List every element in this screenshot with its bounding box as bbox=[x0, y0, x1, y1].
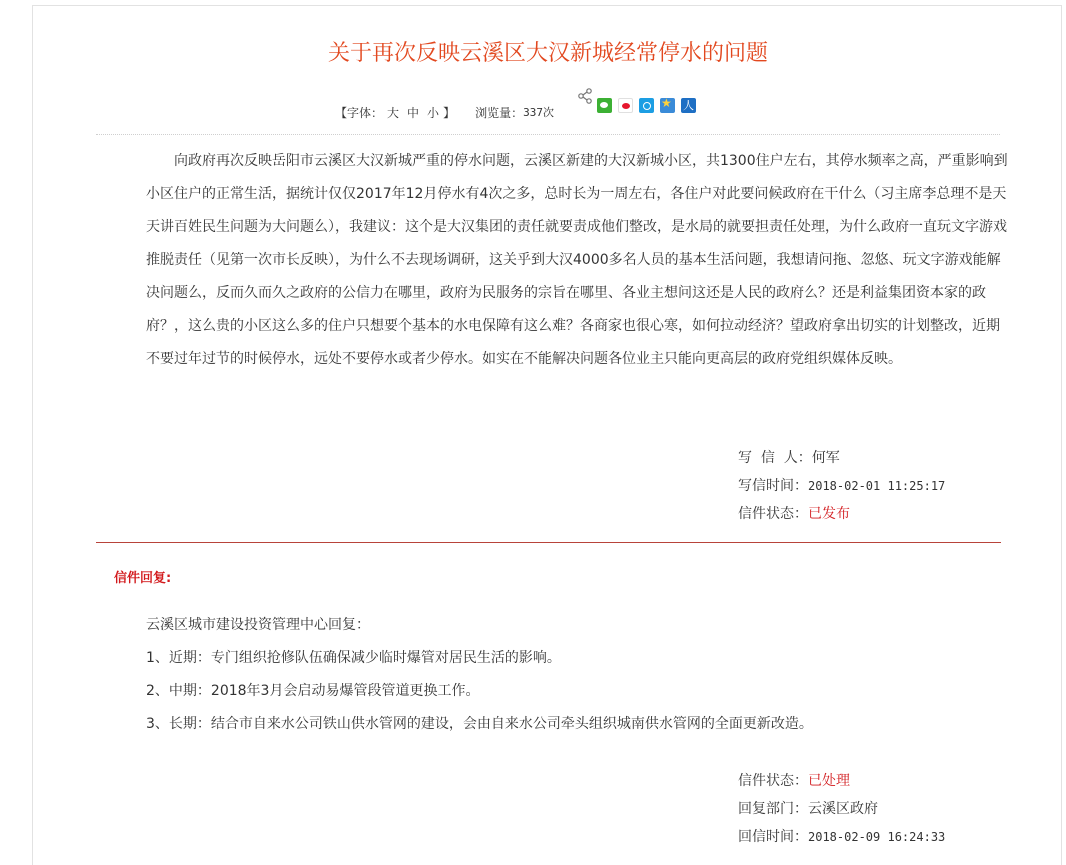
reply-status-label: 信件状态： bbox=[738, 773, 808, 789]
letter-page bbox=[32, 5, 1062, 865]
letter-status-row bbox=[738, 500, 945, 528]
reply-time-label: 回信时间： bbox=[738, 829, 808, 845]
reply-info bbox=[738, 767, 945, 851]
font-size-label: 【字体： bbox=[335, 105, 384, 120]
reply-time-value: 2018-02-09 16:24:33 bbox=[808, 830, 946, 844]
reply-dept-label: 回复部门： bbox=[738, 801, 808, 817]
renren-icon[interactable] bbox=[681, 98, 696, 113]
reply-line: 1、近期：专门组织抢修队伍确保减少临时爆管对居民生活的影响。 bbox=[146, 650, 561, 666]
font-size-medium-link[interactable]: 中 bbox=[407, 105, 420, 120]
writer-row bbox=[738, 444, 945, 472]
reply-status-badge: 已处理 bbox=[808, 773, 850, 789]
write-time-row bbox=[738, 472, 945, 500]
title-divider bbox=[96, 134, 1000, 135]
reply-line: 云溪区城市建设投资管理中心回复： bbox=[146, 617, 370, 633]
page-title: 关于再次反映云溪区大汉新城经常停水的问题 bbox=[327, 41, 768, 66]
reply-dept-value: 云溪区政府 bbox=[808, 801, 878, 817]
font-size-close: 】 bbox=[443, 105, 456, 120]
reply-heading: 信件回复: bbox=[114, 571, 172, 586]
letter-status-label: 信件状态： bbox=[738, 506, 808, 522]
reply-line: 3、长期：结合市自来水公司铁山供水管网的建设，会由自来水公司牵头组织城南供水管网的全面更新改造。 bbox=[146, 716, 813, 732]
weibo-icon[interactable] bbox=[618, 98, 633, 113]
letter-body: 向政府再次反映岳阳市云溪区大汉新城严重的停水问题，云溪区新建的大汉新城小区，共1300住户左右，其停水频率之高，严重影响到小区住户的正常生活，据统计仅仅2017年12月停水有4次之多，总时长为一周左右，各住户对此要问候政府在干什么（习主席李总理不是天天讲百姓民生问题为大问题么），我建议：这个是大汉集团的责任就要责成他们整改，是水局的就要担责任处理，为什么政府一直玩文字游戏推脱责任（见第一次市长反映），为什么不去现场调研，这关乎到大汉4000多名人员的基本生活问题，我想请问拖、忽悠、玩文字游戏能解决问题么，反而久而久之政府的公信力在哪里，政府为民服务的宗旨在哪里、各业主想问这还是人民的政府么？还是利益集团资本家的政府？，这么贵的小区这么多的住户只想要个基本的水电保障有这么难？各商家也很心寒，如何拉动经济？望政府拿出切实的计划整改，近期不要过年过节的时候停水，远处不要停水或者少停水。如实在不能解决问题各位业主只能向更高层的政府党组织媒体反映。 bbox=[146, 153, 1008, 367]
reply-body bbox=[146, 609, 1008, 741]
writer-label: 写 信 人： bbox=[738, 450, 812, 466]
views-label: 浏览量： bbox=[475, 105, 524, 120]
reply-status-row bbox=[738, 767, 945, 795]
font-size-large-link[interactable]: 大 bbox=[387, 105, 400, 120]
reply-time-row bbox=[738, 823, 945, 851]
reply-dept-row bbox=[738, 795, 945, 823]
wechat-icon[interactable] bbox=[597, 98, 612, 113]
writer-name: 何军 bbox=[811, 450, 840, 466]
letter-status-badge: 已发布 bbox=[808, 506, 850, 522]
write-time-value: 2018-02-01 11:25:17 bbox=[808, 479, 946, 493]
share-bar bbox=[577, 94, 702, 110]
qzone-icon[interactable] bbox=[639, 98, 654, 113]
favorite-star-icon[interactable] bbox=[660, 98, 675, 113]
reply-line: 2、中期：2018年3月会启动易爆管段管道更换工作。 bbox=[146, 683, 480, 699]
reply-divider bbox=[96, 542, 1001, 543]
write-time-label: 写信时间： bbox=[738, 478, 808, 494]
views-count: 337次 bbox=[523, 106, 554, 119]
letter-info bbox=[738, 444, 945, 528]
article-meta bbox=[335, 101, 554, 123]
font-size-small-link[interactable]: 小 bbox=[427, 105, 440, 120]
share-icon[interactable] bbox=[577, 88, 593, 104]
